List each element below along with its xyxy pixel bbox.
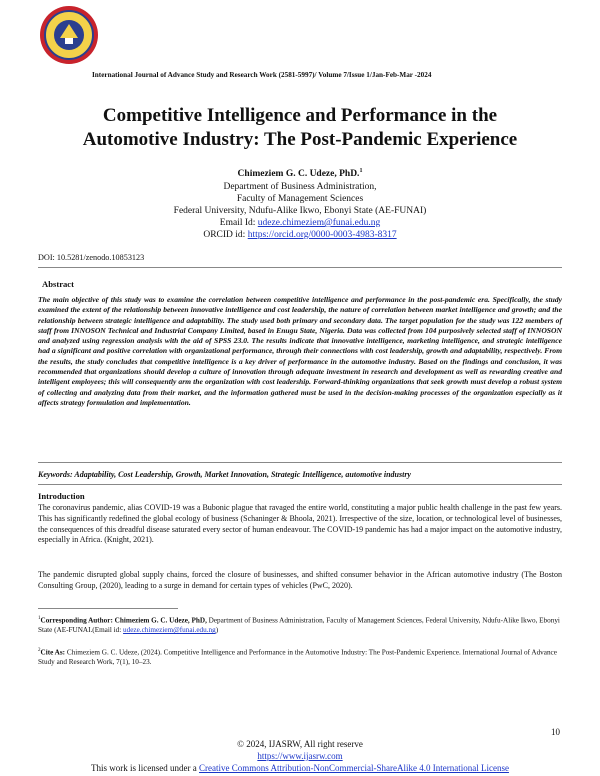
affiliation-faculty: Faculty of Management Sciences bbox=[236, 194, 364, 204]
divider-abstract-bottom bbox=[38, 462, 562, 463]
license-link[interactable]: Creative Commons Attribution-NonCommercial-ShareAlike 4.0 International License bbox=[199, 763, 509, 773]
intro-paragraph-2: The pandemic disrupted global supply chains, forced the closure of businesses, and shifted consumer behavior in the African automotive industry (The Boston Consulting Group, (2020), leading to a surge in demand for certain types of vehicles (PwC, 2020). bbox=[38, 570, 562, 590]
footnote-cite-as: $^2$Cite As: Chimeziem G. C. Udeze, (2024). Competitive Intelligence and Performance in the Automotive Industry: The Post-Pandemic Experience. International Journal of Advance Study and Research Work, 7(1), 10–23. bbox=[38, 648, 557, 667]
footnote-divider bbox=[38, 608, 178, 609]
divider-keywords-bottom bbox=[38, 484, 562, 485]
affiliation-orcid: ORCID id: https://orcid.org/0000-0003-4983-8317 bbox=[203, 230, 397, 240]
paper-title bbox=[30, 104, 570, 152]
intro-paragraph-1: The coronavirus pandemic, alias COVID-19 was a Bubonic plague that ravaged the entire world, constituting a major public health challenge in the past few years. This has significantly redefined the global ecology of business (Schaninger & Bhoola, 2021). Irrespective of the size, location, or technological level of businesses, the consequences of this dreadful disease saturated every sector of human endeavour. The COVID-19 pandemic has had a major impact on the automotive industry, especially in Africa. (Knight, 2021). bbox=[38, 503, 562, 545]
abstract-heading: Abstract bbox=[42, 279, 74, 289]
introduction-heading: Introduction bbox=[38, 491, 85, 501]
footer-website bbox=[0, 751, 600, 761]
author-name: Chimeziem G. C. Udeze, PhD.$^1$ bbox=[237, 168, 363, 180]
title-line-2: Automotive Industry: The Post-Pandemic Experience bbox=[82, 129, 518, 150]
affiliation-university: Federal University, Ndufu-Alike Ikwo, Ebonyi State (AE-FUNAI) bbox=[173, 206, 427, 216]
footnote-email-link[interactable]: udeze.chimeziem@funai.edu.ng bbox=[123, 626, 216, 635]
journal-header: International Journal of Advance Study and Research Work (2581-5997)/ Volume 7/Issue 1/Jan-Feb-Mar -2024 bbox=[92, 71, 432, 79]
page-number: 10 bbox=[551, 727, 560, 737]
doi: DOI: 10.5281/zenodo.10853123 bbox=[38, 253, 145, 262]
website-link[interactable]: https://www.ijasrw.com bbox=[257, 751, 343, 761]
footnote-corresponding-author: $^1$Corresponding Author: Chimeziem G. C. Udeze, PhD, Department of Business Administration, Faculty of Management Sciences, Federal University, Ndufu-Alike Ikwo, Ebonyi State (AE-FUNAI.(Email id: udeze.chimeziem@funai.edu.ng) bbox=[38, 616, 560, 635]
orcid-link[interactable]: https://orcid.org/0000-0003-4983-8317 bbox=[247, 230, 397, 240]
divider-top bbox=[38, 267, 562, 268]
author-email-link[interactable]: udeze.chimeziem@funai.edu.ng bbox=[257, 218, 381, 228]
affiliation-dept: Department of Business Administration, bbox=[223, 182, 377, 192]
abstract-text: The main objective of this study was to examine the correlation between competitive intelligence and performance in the post-pandemic era. Specifically, the study examined the extent of the relationship between innovative intelligence and cost leadership, the nature of correlation between market intelligence and growth; and the relationship between strategic intelligence and adaptability. The study used both primary and secondary data. The target population for the study was 122 members of staff from INNOSON Technical and Industrial Company Limited, based in Enugu State, Nigeria. Data was collected from 104 purposively selected staff of INNOSON and analyzed using regression analysis with the aid of SPSS 23.0. The results indicate that innovative intelligence, marketing intelligence, and strategic intelligence had a significant and positive correlation with organizational performance, through their connections with cost leadership, growth and adaptability, respectively. From the results, the study concludes that competitive intelligence is a key driver of performance in the automotive industry. Based on the findings and conclusion, it was recommended that organizations should develop a culture of innovation through adequate investment in research and development as well as rewarding creative and intelligent employees; this will consequently arm the organization with cost leadership. Forward-thinking organizations that seek growth must develop a robust system of collecting and analyzing data from their market, and the information gathered must be used in the decision-making processes of the organization especially as it affects strategy formulation and implementation. bbox=[38, 295, 562, 407]
journal-seal-logo bbox=[38, 4, 100, 66]
keywords: Keywords: Adaptability, Cost Leadership, Growth, Market Innovation, Strategic Intelligence, automotive industry bbox=[38, 470, 411, 479]
seal-icon bbox=[38, 4, 100, 66]
footer-license: This work is licensed under a Creative Commons Attribution-NonCommercial-ShareAlike 4.0 International License bbox=[91, 763, 509, 773]
footer-copyright: © 2024, IJASRW, All right reserve bbox=[237, 739, 363, 749]
title-line-1: Competitive Intelligence and Performance in the bbox=[102, 105, 498, 126]
affiliation-email: Email Id: udeze.chimeziem@funai.edu.ng bbox=[219, 218, 381, 228]
